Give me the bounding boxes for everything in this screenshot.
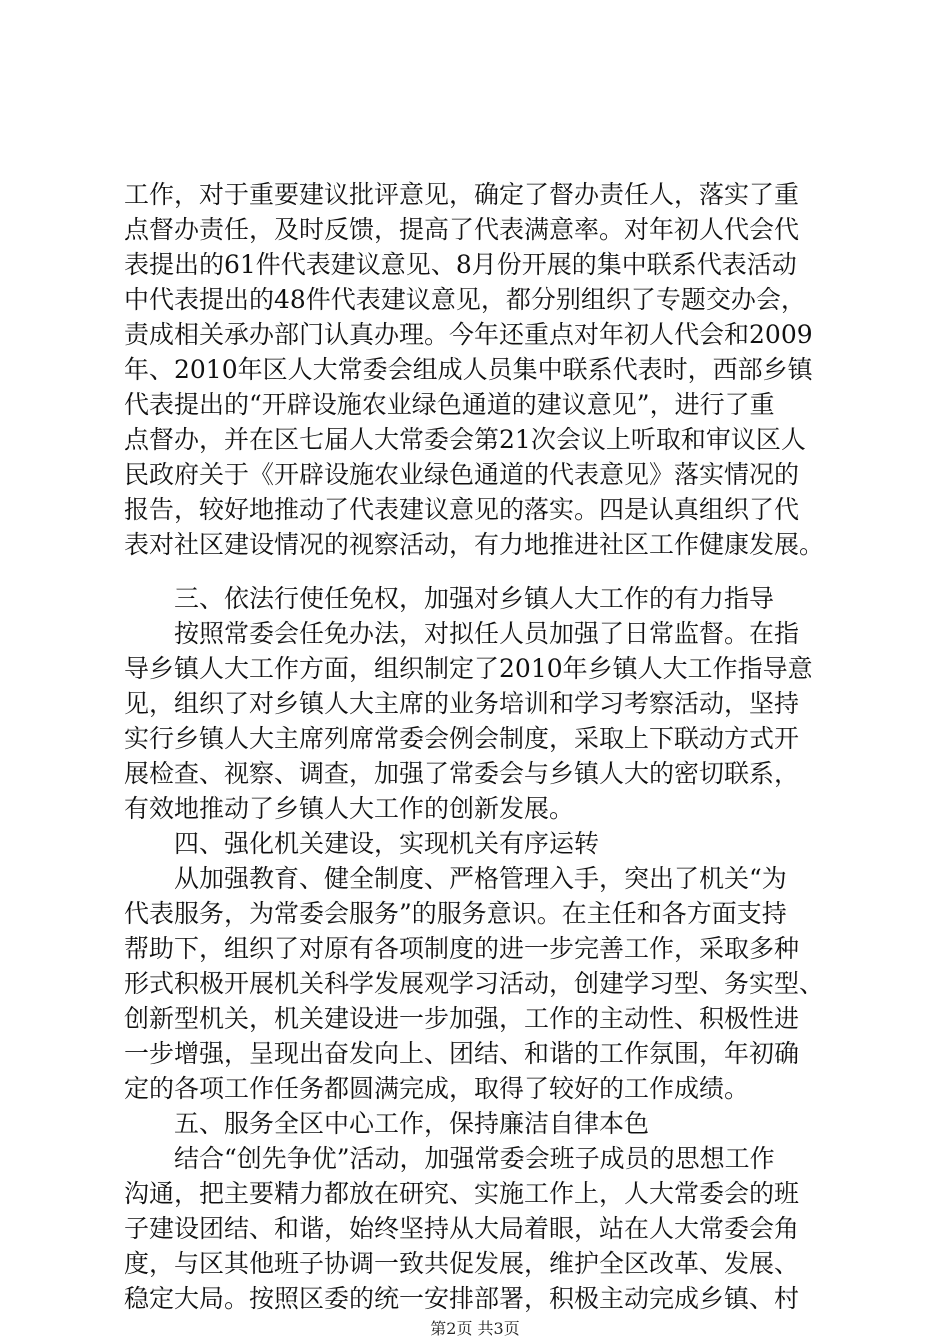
body-text-line: 按照常委会任免办法，对拟任人员加强了日常监督。在指: [174, 619, 800, 648]
section-heading-3: 三、依法行使任免权，加强对乡镇人大工作的有力指导: [174, 584, 775, 613]
body-text-line: 报告，较好地推动了代表建议意见的落实。四是认真组织了代: [124, 495, 800, 524]
body-text-line: 一步增强，呈现出奋发向上、团结、和谐的工作氛围，年初确: [124, 1039, 800, 1068]
body-text-line: 形式积极开展机关科学发展观学习活动，创建学习型、务实型、: [124, 969, 825, 998]
body-text-line: 点督办，并在区七届人大常委会第21次会议上听取和审议区人: [124, 425, 806, 454]
body-text-line: 度，与区其他班子协调一致共促发展，维护全区改革、发展、: [124, 1249, 800, 1278]
body-text-line: 帮助下，组织了对原有各项制度的进一步完善工作，采取多种: [124, 934, 800, 963]
body-text-line: 表提出的61件代表建议意见、8月份开展的集中联系代表活动: [124, 250, 797, 279]
body-text-line: 年、2010年区人大常委会组成人员集中联系代表时，西部乡镇: [124, 355, 813, 384]
body-text-line: 代表提出的“开辟设施农业绿色通道的建议意见”，进行了重: [124, 390, 775, 419]
body-text-line: 表对社区建设情况的视察活动，有力地推进社区工作健康发展。: [124, 530, 825, 559]
body-text-line: 展检查、视察、调查，加强了常委会与乡镇人大的密切联系，: [124, 759, 800, 788]
body-text-line: 定的各项工作任务都圆满完成，取得了较好的工作成绩。: [124, 1074, 750, 1103]
body-text-line: 有效地推动了乡镇人大工作的创新发展。: [124, 794, 575, 823]
body-text-line: 沟通，把主要精力都放在研究、实施工作上，人大常委会的班: [124, 1179, 800, 1208]
body-text-line: 从加强教育、健全制度、严格管理入手，突出了机关“为: [174, 864, 787, 893]
page-footer: 第2页 共3页: [430, 1319, 520, 1338]
body-text-line: 民政府关于《开辟设施农业绿色通道的代表意见》落实情况的: [124, 460, 800, 489]
body-text-line: 责成相关承办部门认真办理。今年还重点对年初人代会和2009: [124, 320, 813, 349]
section-heading-4: 四、强化机关建设，实现机关有序运转: [174, 829, 600, 858]
body-text-line: 结合“创先争优”活动，加强常委会班子成员的思想工作: [174, 1144, 775, 1173]
body-text-line: 中代表提出的48件代表建议意见，都分别组织了专题交办会，: [124, 285, 806, 314]
section-heading-5: 五、服务全区中心工作，保持廉洁自律本色: [174, 1109, 650, 1138]
body-text-line: 创新型机关，机关建设进一步加强，工作的主动性、积极性进: [124, 1004, 800, 1033]
body-text-line: 实行乡镇人大主席列席常委会例会制度，采取上下联动方式开: [124, 724, 800, 753]
body-text-line: 稳定大局。按照区委的统一安排部署，积极主动完成乡镇、村: [124, 1284, 800, 1313]
body-text-line: 子建设团结、和谐，始终坚持从大局着眼，站在人大常委会角: [124, 1214, 800, 1243]
body-text-line: 代表服务，为常委会服务”的服务意识。在主任和各方面支持: [124, 899, 787, 928]
body-text-line: 见，组织了对乡镇人大主席的业务培训和学习考察活动，坚持: [124, 689, 800, 718]
body-text-line: 点督办责任，及时反馈，提高了代表满意率。对年初人代会代: [124, 215, 800, 244]
body-text-line: 导乡镇人大工作方面，组织制定了2010年乡镇人大工作指导意: [124, 654, 813, 683]
body-text-line: 工作，对于重要建议批评意见，确定了督办责任人，落实了重: [124, 180, 800, 209]
